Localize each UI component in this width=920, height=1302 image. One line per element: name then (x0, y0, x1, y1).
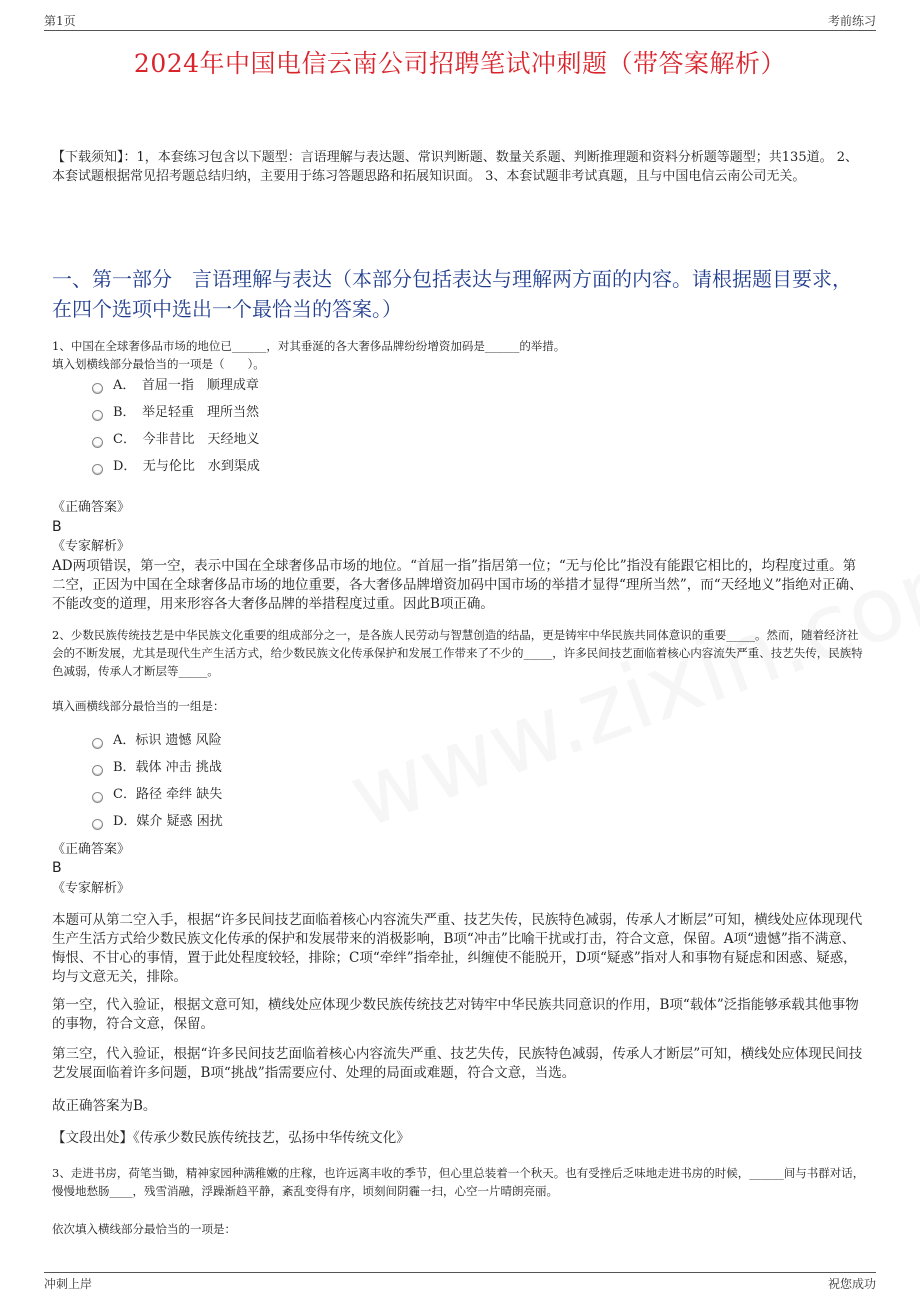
page-footer (44, 1272, 876, 1293)
q1-analysis: AD两项错误，第一空，表示中国在全球奢侈品市场的地位。“首屈一指”指居第一位；“无与伦比”指没有能跟它相比的，均程度过重。第二空，正因为中国在全球奢侈品市场的地位重要，各大奢侈品牌增资加码中国市场的举措才显得“理所当然”，而“天经地义”指绝对正确、不能改变的道理，用来形容各大奢侈品牌的举措程度过重。因此B项正确。 (52, 558, 863, 612)
q1-option-a[interactable]: A． 首屈一指 顺理成章 (92, 372, 260, 399)
page-number: 第1页 (44, 14, 76, 28)
footer-left: 冲刺上岸 (44, 1277, 93, 1291)
q2-answer-label: 《正确答案》 (52, 842, 131, 857)
q2-option-b[interactable]: B．载体 冲击 挑战 (92, 754, 223, 781)
q2-analysis-p2: 第一空，代入验证，根据文意可知，横线处应体现少数民族传统技艺对铸牢中华民族共同意识的作用，B项“载体”泛指能够承载其他事物的事物，符合文意，保留。 (52, 997, 859, 1032)
q1-option-c[interactable]: C． 今非昔比 天经地义 (92, 426, 260, 453)
document-title: 2024年中国电信云南公司招聘笔试冲刺题（带答案解析） (133, 49, 787, 78)
q2-analysis-p1: 本题可从第二空入手，根据“许多民间技艺面临着核心内容流失严重、技艺失传，民族特色减弱，传承人才断层”可知，横线处应体现现代生产生活方式给少数民族文化传承的保护和发展带来的消极影响，B项“冲击”比喻干扰或打击，符合文意，保留。A项“遗憾”指不满意、悔恨、不甘心的事情，置于此处程度较轻，排除；C项“牵绊”指牵扯，纠缠使不能脱开，D项“疑惑”指对人和事物有疑虑和困惑、疑惑，均与文意无关，排除。 (52, 912, 863, 985)
q2-answer: B (52, 860, 62, 876)
radio-icon[interactable] (92, 410, 103, 421)
radio-icon[interactable] (92, 792, 103, 803)
q2-stem: 2、少数民族传统技艺是中华民族文化重要的组成部分之一，是各族人民劳动与智慧创造的结晶，更是铸牢中华民族共同体意识的重要_____。然而，随着经济社会的不断发展，尤其是现代生产生活方式，给少数民族文化传承保护和发展工作带来了不少的_____，许多民间技艺面临着核心内容流失严重、技艺失传，民族特色减弱，传承人才断层等_____。 (52, 628, 863, 678)
q1-stem: 1、中国在全球奢侈品市场的地位已______，对其垂涎的各大奢侈品牌纷纷增资加码是______的举措。 填入划横线部分最恰当的一项是（ ）。 (52, 337, 868, 373)
radio-icon[interactable] (92, 383, 103, 394)
download-notice: 【下载须知】：1，本套练习包含以下题型：言语理解与表达题、常识判断题、数量关系题、判断推理题和资料分析题等题型；共135道。 2、本套试题根据常见招考题总结归纳，主要用于练习答题思路和拓展知识面。 3、本套试题非考试真题，且与中国电信云南公司无关。 (52, 150, 858, 184)
section-heading: 一、第一部分 言语理解与表达（本部分包括表达与理解两方面的内容。请根据题目要求，在四个选项中选出一个最恰当的答案。） (52, 267, 852, 321)
footer-right: 祝您成功 (827, 1277, 876, 1291)
header-tag: 考前练习 (827, 14, 876, 28)
q2-option-d[interactable]: D．媒介 疑惑 困扰 (92, 808, 223, 835)
q1-analysis-label: 《专家解析》 (52, 539, 131, 554)
radio-icon[interactable] (92, 464, 103, 475)
q2-option-a[interactable]: A．标识 遗憾 风险 (92, 727, 223, 754)
q1-options (92, 372, 260, 480)
q2-analysis-p4: 故正确答案为B。 (52, 1098, 157, 1114)
q3-stem: 3、走进书房，荷笔当锄，精神家园种满稚嫩的庄稼，也许远离丰收的季节，但心里总装着一个秋天。也有受挫后乏味地走进书房的时候，______间与书群对话，慢慢地愁肠____，残雪消融，浮躁渐趋平静，紊乱变得有序，顷刻间阴霾一扫，心空一片晴朗亮丽。 (52, 1166, 865, 1198)
q1-answer-label: 《正确答案》 (52, 500, 131, 515)
radio-icon[interactable] (92, 819, 103, 830)
q2-options (92, 727, 223, 835)
radio-icon[interactable] (92, 738, 103, 749)
q2-prompt: 填入画横线部分最恰当的一组是： (52, 699, 225, 713)
radio-icon[interactable] (92, 437, 103, 448)
radio-icon[interactable] (92, 765, 103, 776)
q1-prompt: 填入划横线部分最恰当的一项是（ ）。 (52, 357, 265, 371)
q2-analysis-p3: 第三空，代入验证，根据“许多民间技艺面临着核心内容流失严重、技艺失传，民族特色减弱，传承人才断层”可知，横线处应体现民间技艺发展面临着许多问题，B项“挑战”指需要应付、处理的局面或难题，符合文意，当选。 (52, 1046, 863, 1081)
q1-option-d[interactable]: D． 无与伦比 水到渠成 (92, 453, 260, 480)
q2-source: 【文段出处】《传承少数民族传统技艺，弘扬中华传统文化》 (52, 1130, 410, 1146)
q1-answer: B (52, 519, 62, 535)
q3-prompt: 依次填入横线部分最恰当的一项是： (52, 1222, 236, 1236)
q2-option-c[interactable]: C．路径 牵绊 缺失 (92, 781, 223, 808)
page-header (44, 12, 876, 31)
q1-option-b[interactable]: B． 举足轻重 理所当然 (92, 399, 260, 426)
q2-analysis-label: 《专家解析》 (52, 881, 131, 896)
